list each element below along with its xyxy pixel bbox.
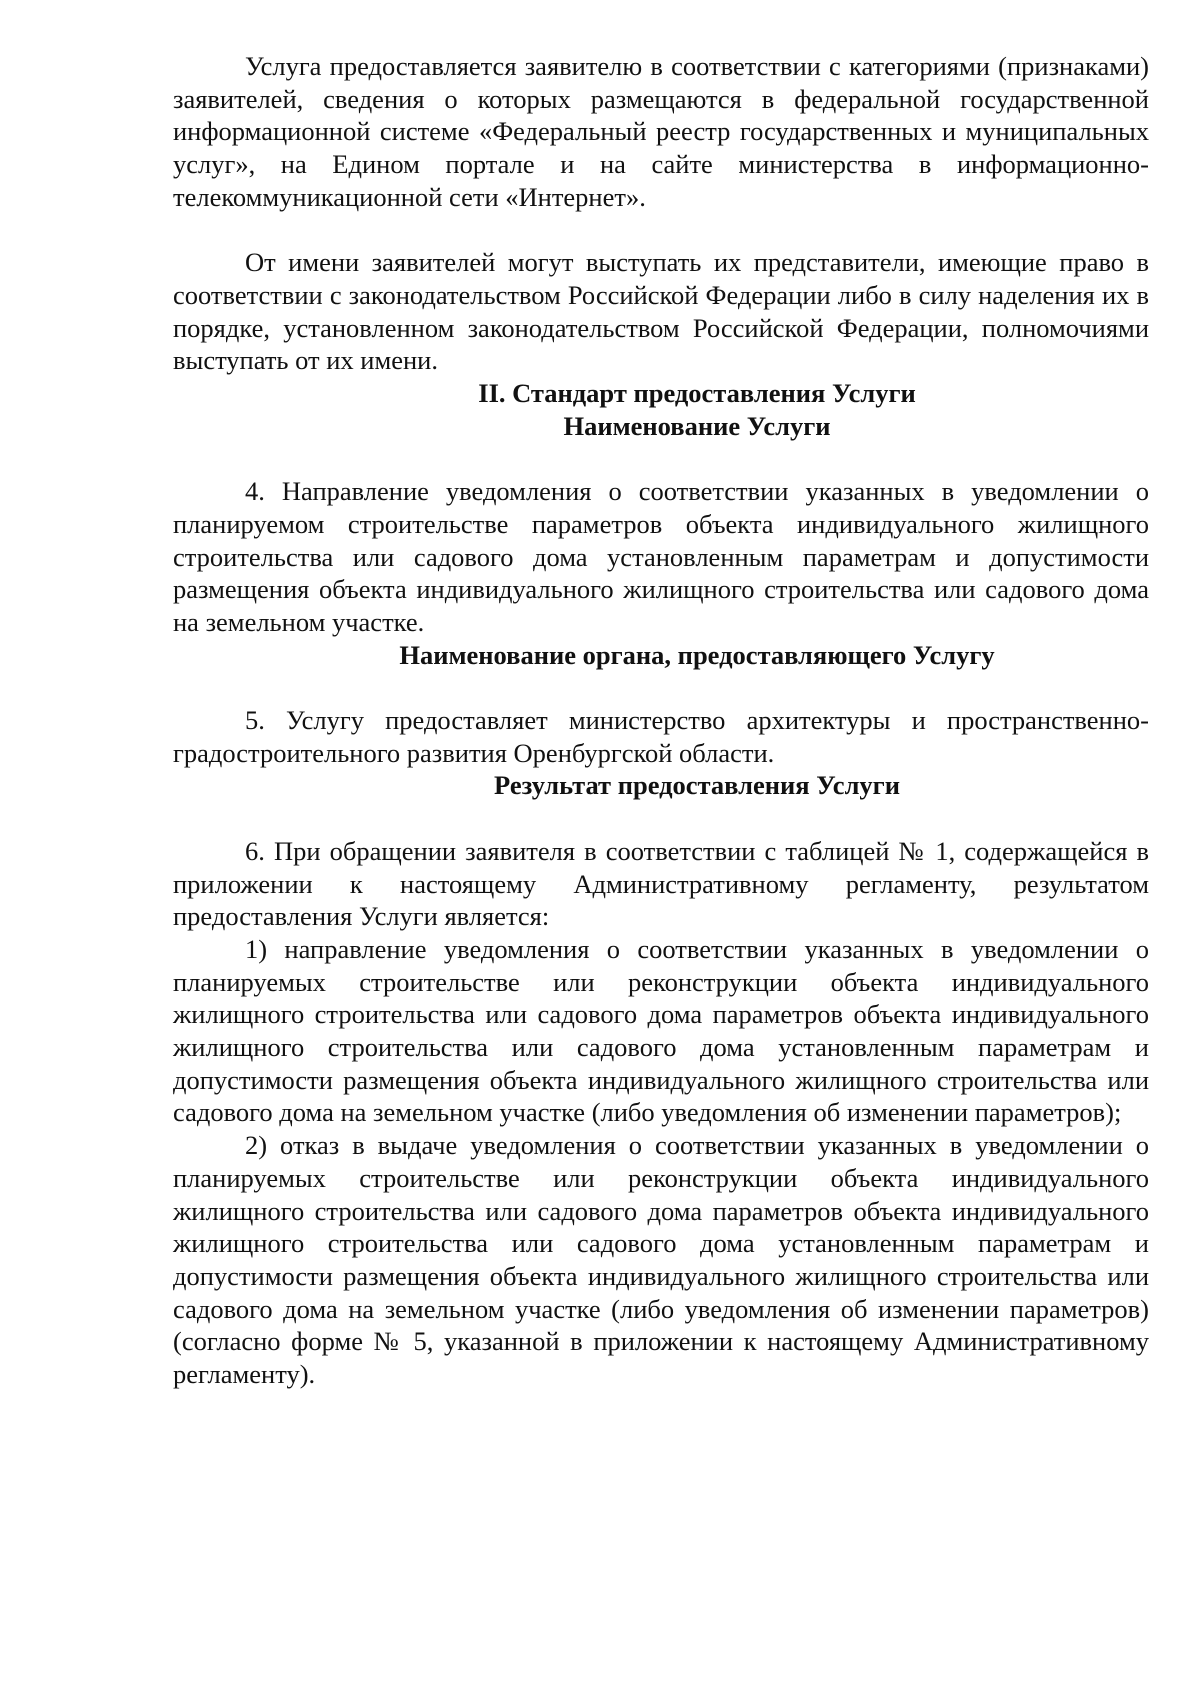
intro-paragraph-applicant-categories: Услуга предоставляется заявителю в соответствии с категориями (признаками) заявителей, сведения о которых размещаются в федеральной государственной информационной системе «Федеральный реестр государственных и муниципальных услуг», на Едином портале и на сайте министерства в информационно-телекоммуникационной сети «Интернет». [173, 51, 1149, 212]
paragraph-5: 5. Услугу предоставляет министерство архитектуры и пространственно-градостроительного развития Оренбургской области. [173, 705, 1149, 768]
service-name-heading: Наименование Услуги [563, 410, 831, 441]
document-page [173, 50, 1149, 1391]
paragraph-4: 4. Направление уведомления о соответствии указанных в уведомлении о планируемом строительстве параметров объекта индивидуального жилищного строительства или садового дома установленным параметрам и допустимости размещения объекта индивидуального жилищного строительства или садового дома на земельном участке. [173, 476, 1149, 637]
intro-paragraph-representatives: От имени заявителей могут выступать их представители, имеющие право в соответствии с законодательством Российской Федерации либо в силу наделения их в порядке, установленном законодательством Российской Федерации, полномочиями выступать от их имени. [173, 247, 1149, 376]
provider-heading: Наименование органа, предоставляющего Услугу [399, 639, 995, 670]
result-item-2: 2) отказ в выдаче уведомления о соответствии указанных в уведомлении о планируемых строительстве или реконструкции объекта индивидуального жилищного строительства или садового дома параметров объекта индивидуального жилищного строительства или садового дома установленным параметрам и допустимости размещения объекта индивидуального жилищного строительства или садового дома на земельном участке (либо уведомления об изменении параметров) (согласно форме № 5, указанной в приложении к настоящему Административному регламенту). [173, 1130, 1149, 1390]
result-heading: Результат предоставления Услуги [494, 770, 900, 801]
paragraph-6: 6. При обращении заявителя в соответствии с таблицей № 1, содержащейся в приложении к настоящему Административному регламенту, результатом предоставления Услуги является: [173, 835, 1149, 932]
result-item-1: 1) направление уведомления о соответствии указанных в уведомлении о планируемых строительстве или реконструкции объекта индивидуального жилищного строительства или садового дома параметров объекта индивидуального жилищного строительства или садового дома установленным параметрам и допустимости размещения объекта индивидуального жилищного строительства или садового дома на земельном участке (либо уведомления об изменении параметров); [173, 933, 1149, 1128]
section-title: II. Стандарт предоставления Услуги [478, 378, 916, 409]
